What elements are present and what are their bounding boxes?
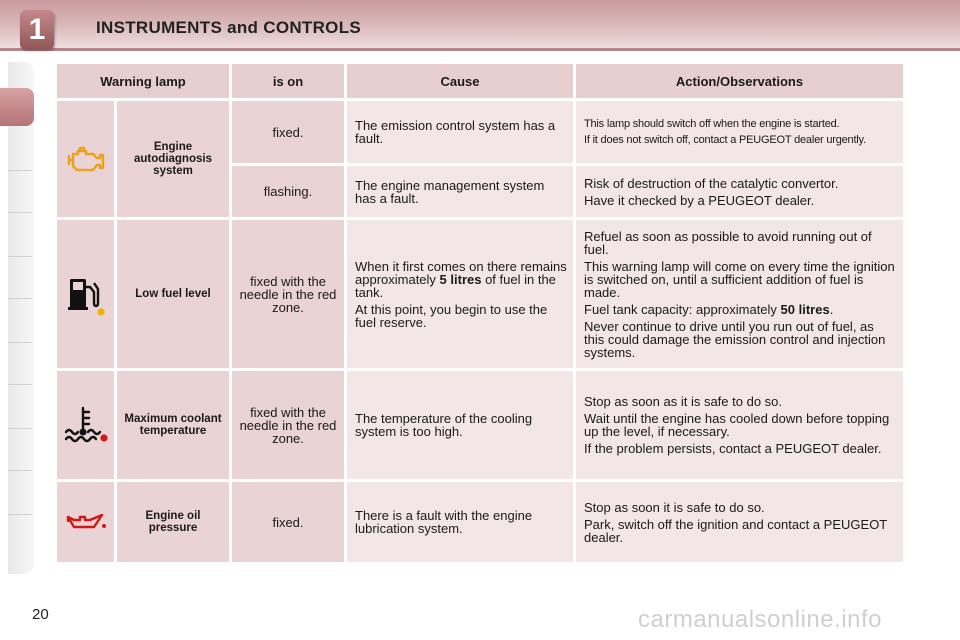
coolant-lamp-name: Maximum coolant temperature: [117, 371, 229, 479]
fuel-on: fixed with the needle in the red zone.: [232, 220, 344, 368]
oil-lamp-cell: [57, 482, 114, 562]
tab-divider: [8, 428, 32, 429]
coolant-on: fixed with the needle in the red zone.: [232, 371, 344, 479]
coolant-action-2: Wait until the engine has cooled down before topping up the level, if necessary.: [584, 411, 890, 439]
fuel-pump-icon: [65, 271, 107, 317]
header-divider: [0, 48, 960, 51]
fuel-action: [576, 220, 903, 368]
chapter-title: INSTRUMENTS and CONTROLS: [96, 18, 362, 37]
tab-divider: [8, 212, 32, 213]
header-cause: Cause: [347, 64, 573, 98]
tab-divider: [8, 170, 32, 171]
fuel-action-4: Never continue to drive until you run out of fuel, as this could damage the emission control and injection systems.: [584, 318, 886, 360]
engine-fixed-action-2: If it does not switch off, contact a PEUGEOT dealer urgently.: [584, 134, 866, 146]
oil-action-2: Park, switch off the ignition and contact a PEUGEOT dealer.: [584, 516, 888, 545]
fuel-cause: [347, 220, 573, 368]
engine-fixed-cause-text: The emission control system has a fault.: [355, 118, 556, 146]
page-number: 20: [32, 606, 49, 623]
engine-lamp-name: Engine autodiagnosis system: [117, 101, 229, 217]
engine-lamp-cell: [57, 101, 114, 217]
engine-flashing-action-2: Have it checked by a PEUGEOT dealer.: [584, 192, 815, 208]
header-is-on: is on: [232, 64, 344, 98]
oil-action: [576, 482, 903, 562]
oil-action-1: Stop as soon it is safe to do so.: [584, 499, 765, 515]
engine-flashing-on: flashing.: [232, 166, 344, 217]
tab-divider: [8, 342, 32, 343]
engine-flashing-cause: [347, 166, 573, 217]
tab-divider: [8, 514, 32, 515]
tab-divider: [8, 256, 32, 257]
active-chapter-tab[interactable]: [0, 88, 34, 126]
coolant-temperature-icon: [63, 404, 109, 446]
oil-cause-text: There is a fault with the engine lubrication system.: [355, 508, 533, 536]
fuel-action-3: Fuel tank capacity: approximately 50 litres.: [584, 301, 834, 317]
fuel-cause-1: When it first comes on there remains approximately 5 litres of fuel in the tank.: [355, 258, 567, 300]
watermark: carmanualsonline.info: [638, 606, 882, 633]
oil-cause: [347, 482, 573, 562]
fuel-action-2: This warning lamp will come on every time the ignition is switched on, until a sufficient addition of fuel is made.: [584, 258, 895, 300]
coolant-cause-text: The temperature of the cooling system is too high.: [355, 411, 533, 439]
coolant-action-1: Stop as soon as it is safe to do so.: [584, 394, 783, 409]
oil-on: fixed.: [232, 482, 344, 562]
engine-flashing-cause-text: The engine management system has a fault.: [355, 177, 545, 206]
chapter-tab-strip: [8, 62, 34, 574]
fuel-lamp-cell: [57, 220, 114, 368]
engine-check-icon: [66, 144, 106, 174]
oil-can-icon: [64, 511, 108, 533]
tab-divider: [8, 470, 32, 471]
coolant-action: [576, 371, 903, 479]
engine-fixed-action-1: This lamp should switch off when the engine is started.: [584, 118, 840, 130]
engine-flashing-action-1: Risk of destruction of the catalytic convertor.: [584, 175, 839, 191]
fuel-lamp-name: Low fuel level: [117, 220, 229, 368]
coolant-cause: [347, 371, 573, 479]
coolant-action-3: If the problem persists, contact a PEUGEOT dealer.: [584, 441, 882, 456]
oil-lamp-name: Engine oil pressure: [117, 482, 229, 562]
chapter-number-badge: 1: [20, 10, 54, 50]
coolant-lamp-cell: [57, 371, 114, 479]
header-action: Action/Observations: [576, 64, 903, 98]
tab-divider: [8, 384, 32, 385]
engine-fixed-on: fixed.: [232, 101, 344, 163]
fuel-action-1: Refuel as soon as possible to avoid running out of fuel.: [584, 228, 872, 257]
tab-divider: [8, 298, 32, 299]
engine-flashing-action: [576, 166, 903, 217]
fuel-cause-2: At this point, you begin to use the fuel reserve.: [355, 301, 548, 330]
header-warning-lamp: Warning lamp: [57, 64, 229, 98]
engine-fixed-action: [576, 101, 903, 163]
engine-fixed-cause: [347, 101, 573, 163]
